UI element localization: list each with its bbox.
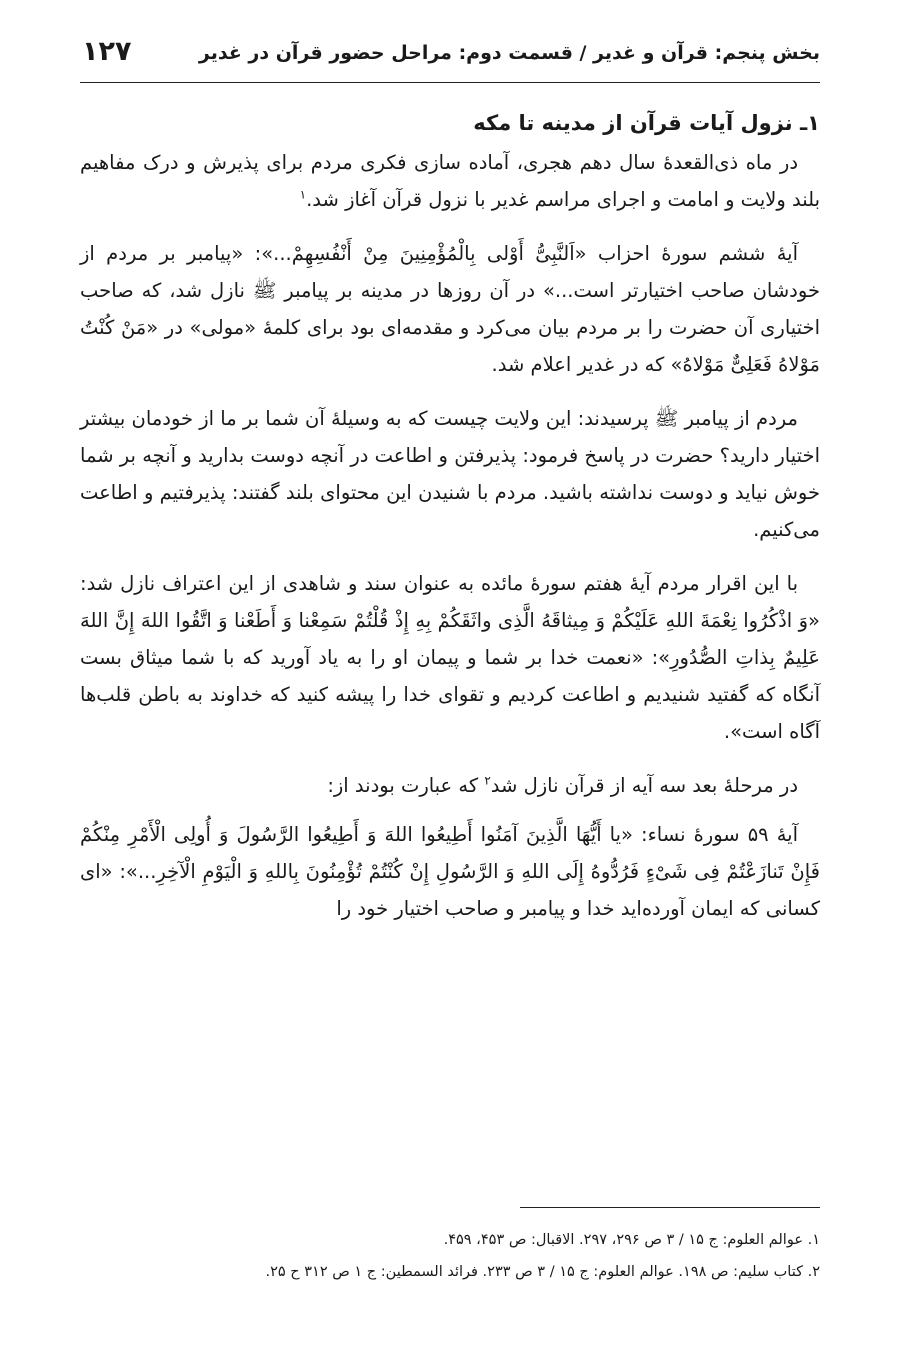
footnote-divider	[520, 1207, 820, 1208]
paragraph-6: آیۀ ۵۹ سورۀ نساء: «یا أَیُّهَا الَّذِینَ آمَنُوا أَطِیعُوا اللهَ وَ أَطِیعُوا الرَّسُولَ وَ أُولِی الْأَمْرِ مِنْکُمْ فَإِنْ تَنازَعْتُمْ فِی شَیْءٍ فَرُدُّوهُ إِلَی اللهِ وَ الرَّسُولِ إِنْ کُنْتُمْ تُؤْمِنُونَ بِاللهِ وَ الْیَوْمِ الْآخِرِ...»: «ای کسانی که ایمان آورده‌اید خدا و پیامبر و صاحب اختیار خود را	[80, 823, 820, 920]
footnote-1: ۱. عوالم العلوم: ج ۱۵ / ۳ ص ۲۹۶، ۲۹۷. الاقبال: ص ۴۵۳، ۴۵۹.	[443, 1232, 820, 1248]
paragraph-4: با این اقرار مردم آیۀ هفتم سورۀ مائده به عنوان سند و شاهدی از این اعتراف نازل شد: «وَ اذْکُرُوا نِعْمَةَ اللهِ عَلَیْکُمْ وَ مِیثاقَهُ الَّذِی واثَقَکُمْ بِهِ إِذْ قُلْتُمْ سَمِعْنا وَ أَطَعْنا وَ اتَّقُوا اللهَ إِنَّ اللهَ عَلِیمٌ بِذاتِ الصُّدُورِ»: «نعمت خدا بر شما و پیمان او را به یاد آورید که با شما میثاق بست آنگاه که گفتید شنیدیم و اطاعت کردیم و تقوای خدا را پیشه کنید که خداوند به باطن قلب‌ها آگاه است».	[80, 572, 820, 743]
footnotes	[80, 1224, 820, 1288]
footnote-2: ۲. کتاب سلیم: ص ۱۹۸. عوالم العلوم: ج ۱۵ / ۳ ص ۲۳۳. فرائد السمطین: ج ۱ ص ۳۱۲ ح ۲۵.	[265, 1264, 820, 1280]
paragraph-2: آیۀ ششم سورۀ احزاب «اَلنَّبِیُّ أَوْلی بِالْمُؤْمِنِینَ مِنْ أَنْفُسِهِمْ...»: «پیامبر بر مردم از خودشان صاحب اختیارتر است...» در آن روزها در مدینه بر پیامبر ﷺ نازل شد، که صاحب اختیاری آن حضرت را بر مردم بیان می‌کرد و مقدمه‌ای بود برای کلمۀ «مولی» در «مَنْ کُنْتُ مَوْلاهُ فَعَلِیٌّ مَوْلاهُ» که در غدیر اعلام شد.	[80, 242, 820, 376]
paragraph-1	[80, 144, 820, 218]
page-number: ۱۲۷	[82, 36, 132, 67]
paragraph-3: مردم از پیامبر ﷺ پرسیدند: این ولایت چیست که به وسیلۀ آن شما بر ما از خودمان بیشتر اختیار دارید؟ حضرت در پاسخ فرمود: پذیرفتن و اطاعت در آنچه دوست بدارید و آنچه بر شما خوش نیاید و دوست نداشته باشید. مردم با شنیدن این محتوای بلند گفتند: پذیرفتیم و اطاعت می‌کنیم.	[80, 407, 820, 541]
footnote-ref-1: ۱	[299, 187, 307, 202]
running-header	[80, 36, 820, 83]
footnote-ref-2: ۲	[484, 773, 491, 788]
paragraph-5-text: در مرحلۀ بعد سه آیه از قرآن نازل شد	[490, 774, 798, 797]
header-title: بخش پنجم: قرآن و غدیر / قسمت دوم: مراحل حضور قرآن در غدیر	[198, 42, 820, 64]
paragraph-1-text: در ماه ذی‌القعدۀ سال دهم هجری، آماده سازی فکری مردم برای پذیرش و درک مفاهیم بلند ولایت و امامت و اجرای مراسم غدیر با نزول قرآن آغاز شد.	[80, 151, 820, 211]
paragraph-5	[80, 767, 820, 804]
page-body	[80, 108, 820, 944]
paragraph-5-tail: که عبارت بودند از:	[327, 774, 479, 797]
section-heading: ۱ـ نزول آیات قرآن از مدینه تا مکه	[473, 111, 820, 135]
